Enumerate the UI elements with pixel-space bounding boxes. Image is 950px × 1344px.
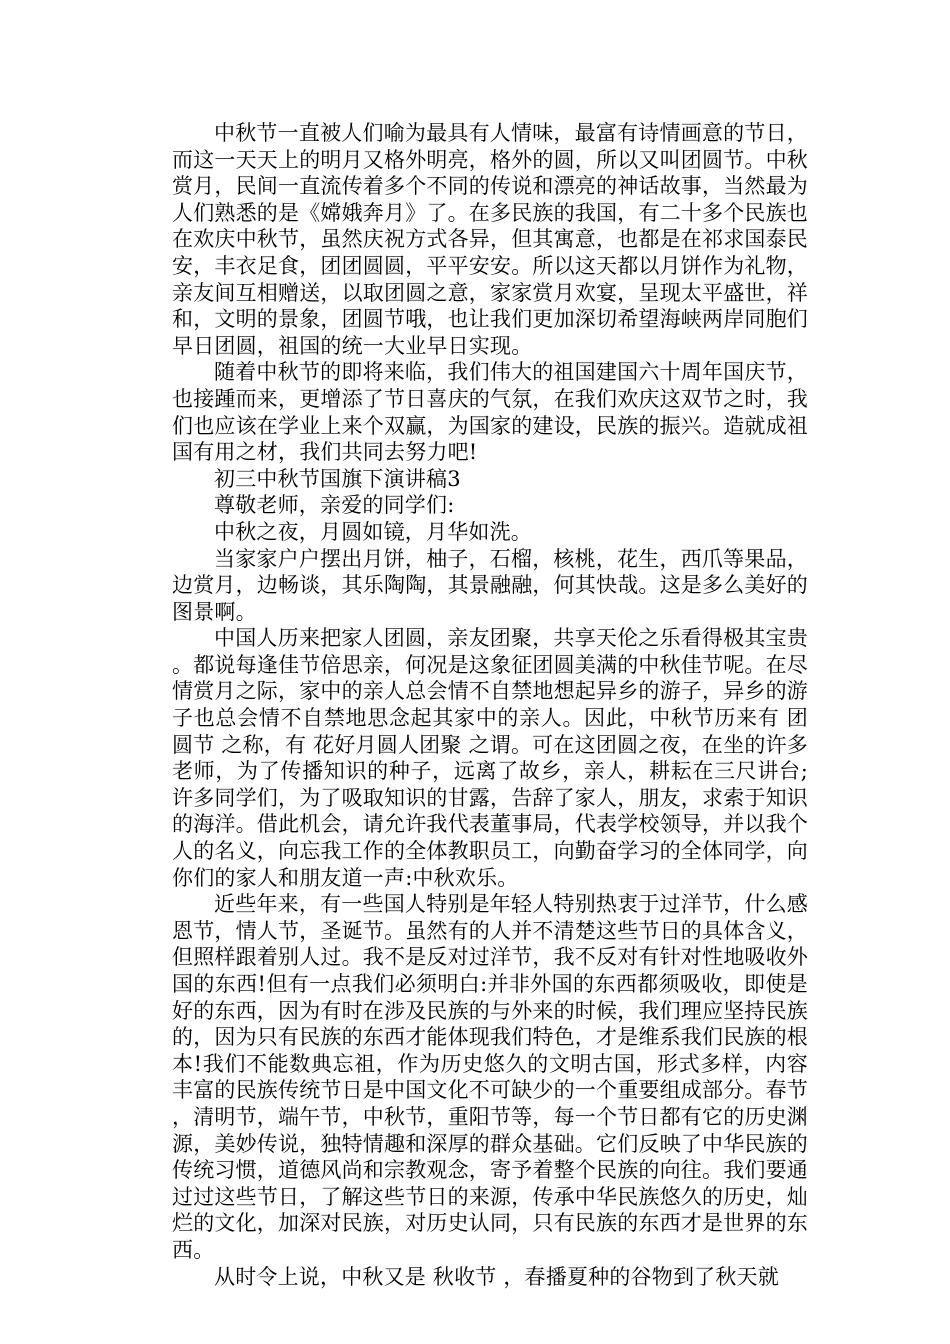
- speech-greeting: 尊敬老师，亲爱的同学们:: [214, 493, 455, 518]
- speech-title: 初三中秋节国旗下演讲稿3: [214, 466, 461, 491]
- paragraph-national-day: 随着中秋节的即将来临，我们伟大的祖国建国六十周年国庆节，也接踵而来，更增添了节日喜庆的气氛，在我们欢庆这双节之时，我们也应该在学业上来个双赢，为国家的建设，民族的振兴。造就成祖国有用之材，我们共同去努力吧!: [172, 360, 808, 465]
- document-body: [172, 120, 808, 1290]
- paragraph-family-fruits: 当家家户户摆出月饼，柚子，石榴，核桃，花生，西爪等果品，边赏月，边畅谈，其乐陶陶，其景融融，何其快哉。这是多么美好的图景啊。: [172, 546, 808, 624]
- paragraph-night: 中秋之夜，月圆如镜，月华如洗。: [214, 519, 532, 544]
- paragraph-reunion: 中国人历来把家人团圆，亲友团聚，共享天伦之乐看得极其宝贵。都说每逢佳节倍思亲，何况是这象征团圆美满的中秋佳节呢。在尽情赏月之际，家中的亲人总会情不自禁地想起异乡的游子，异乡的游子也总会情不自禁地思念起其家中的亲人。因此，中秋节历来有 团圆节 之称，有 花好月圆人团聚 之谓。可在这团圆之夜，在坐的许多老师，为了传播知识的种子，远离了故乡，亲人，耕耘在三尺讲台;许多同学们，为了吸取知识的甘露，告辞了家人，朋友，求索于知识的海洋。借此机会，请允许我代表董事局，代表学校领导，并以我个人的名义，向忘我工作的全体教职员工，向勤奋学习的全体同学，向你们的家人和朋友道一声:中秋欢乐。: [172, 626, 808, 890]
- paragraph-harvest: 从时令上说，中秋又是 秋收节 ，春播夏种的谷物到了秋天就: [214, 1264, 779, 1289]
- paragraph-foreign-festivals: 近些年来，有一些国人特别是年轻人特别热衷于过洋节，什么感恩节，情人节，圣诞节。虽然有的人并不清楚这些节日的具体含义，但照样跟着别人过。我不是反对过洋节，我不反对有针对性地吸收外国的东西!但有一点我们必须明白:并非外国的东西都须吸收，即使是好的东西，因为有时在涉及民族的与外来的时候，我们理应坚持民族的，因为只有民族的东西才能体现我们特色，才是维系我们民族的根本!我们不能数典忘祖，作为历史悠久的文明古国，形式多样，内容丰富的民族传统节日是中国文化不可缺少的一个重要组成部分。春节，清明节，端午节，中秋节，重阳节等，每一个节日都有它的历史渊源，美妙传说，独特情趣和深厚的群众基础。它们反映了中华民族的传统习惯，道德风尚和宗教观念，寄予着整个民族的向往。我们要通过过这些节日，了解这些节日的来源，传承中华民族悠久的历史，灿烂的文化，加深对民族，对历史认同，只有民族的东西才是世界的东西。: [172, 892, 808, 1262]
- paragraph-intro: 中秋节一直被人们喻为最具有人情味，最富有诗情画意的节日，而这一天天上的明月又格外明亮，格外的圆，所以又叫团圆节。中秋赏月，民间一直流传着多个不同的传说和漂亮的神话故事，当然最为人们熟悉的是《嫦娥奔月》了。在多民族的我国，有二十多个民族也在欢庆中秋节，虽然庆祝方式各异，但其寓意，也都是在祁求国泰民安，丰衣足食，团团圆圆，平平安安。所以这天都以月饼作为礼物，亲友间互相赠送，以取团圆之意，家家赏月欢宴，呈现太平盛世，祥和，文明的景象，团圆节哦，也让我们更加深切希望海峡两岸同胞们早日团圆，祖国的统一大业早日实现。: [172, 121, 808, 358]
